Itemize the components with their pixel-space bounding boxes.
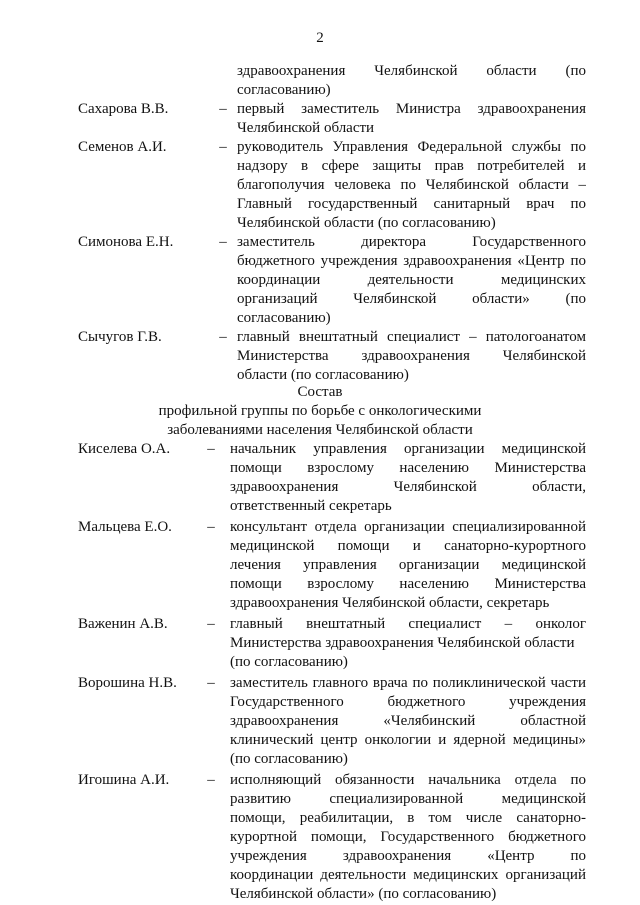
member-role-line: первый заместитель Министра здравоохранения — [237, 101, 586, 117]
member-role-line: помощи, реабилитации, в том числе санаторно- — [230, 810, 586, 826]
member-role-line: координации деятельности медицинских организаций — [230, 867, 586, 883]
member-name: Игошина А.И. — [78, 772, 170, 788]
dash: – — [219, 234, 227, 250]
member-name: Мальцева Е.О. — [78, 519, 172, 535]
dash: – — [207, 675, 215, 691]
member-role-line: здравоохранения Челябинской области, секретарь — [230, 595, 550, 611]
member-role-line: заместитель директора Государственного — [237, 234, 586, 250]
dash: – — [219, 139, 227, 155]
member-name: Семенов А.И. — [78, 139, 167, 155]
member-role-line: помощи взрослому населению Министерства — [230, 460, 586, 476]
member-role-line: лечения управления организации медицинской — [230, 557, 586, 573]
member-name: Сахарова В.В. — [78, 101, 169, 117]
member-role-line: главный внештатный специалист – онколог — [230, 616, 586, 632]
member-role-line: главный внештатный специалист – патологоанатом — [237, 329, 586, 345]
member-role-line: благополучия человека по Челябинской области – — [237, 177, 586, 193]
member-role-line: развитию специализированной медицинской — [230, 791, 586, 807]
member-role-line: учреждения здравоохранения «Центр по — [230, 848, 586, 864]
member-name: Важенин А.В. — [78, 616, 168, 632]
member-role-line: Челябинской области — [237, 120, 375, 136]
member-role-line: бюджетного учреждения здравоохранения «Центр по — [237, 253, 586, 269]
member-role-line: области (по согласованию) — [237, 367, 409, 383]
page-number: 2 — [316, 30, 324, 46]
dash: – — [207, 519, 215, 535]
continuation-line: здравоохранения Челябинской области (по — [237, 63, 586, 79]
member-role-line: согласованию) — [237, 310, 331, 326]
member-role-line: (по согласованию) — [230, 751, 348, 767]
member-role-line: координации деятельности медицинских — [237, 272, 586, 288]
dash: – — [207, 772, 215, 788]
member-role-line: здравоохранения «Челябинский областной — [230, 713, 586, 729]
member-role-line: Государственного бюджетного учреждения — [230, 694, 586, 710]
member-name: Симонова Е.Н. — [78, 234, 174, 250]
continuation-line: согласованию) — [237, 82, 331, 98]
heading-title: Состав — [297, 384, 343, 400]
member-role-line: помощи взрослому населению Министерства — [230, 576, 586, 592]
member-role-line: здравоохранения Челябинской области, — [230, 479, 586, 495]
member-role-line: исполняющий обязанности начальника отдела по — [230, 772, 586, 788]
member-role-line: Министерства здравоохранения Челябинской области — [230, 635, 575, 651]
dash: – — [207, 616, 215, 632]
dash: – — [219, 101, 227, 117]
member-name: Ворошина Н.В. — [78, 675, 177, 691]
dash: – — [207, 441, 215, 457]
member-role-line: Челябинской области (по согласованию) — [237, 215, 496, 231]
heading-subtitle: профильной группы по борьбе с онкологическими — [158, 403, 482, 419]
heading-subtitle: заболеваниями населения Челябинской области — [167, 422, 473, 438]
member-role-line: консультант отдела организации специализированной — [230, 519, 586, 535]
member-role-line: курортной помощи, Государственного бюджетного — [230, 829, 586, 845]
member-role-line: надзору в сфере защиты прав потребителей и — [237, 158, 586, 174]
member-role-line: организаций Челябинской области» (по — [237, 291, 586, 307]
member-role-line: клинический центр онкологии и ядерной медицины» — [230, 732, 586, 748]
member-role-line: Челябинской области» (по согласованию) — [230, 886, 497, 902]
member-role-line: руководитель Управления Федеральной службы по — [237, 139, 586, 155]
member-role-line: медицинской помощи и санаторно-курортного — [230, 538, 586, 554]
member-role-line: Главный государственный санитарный врач по — [237, 196, 586, 212]
member-role-line: заместитель главного врача по поликлинической части — [230, 675, 586, 691]
member-name: Киселева О.А. — [78, 441, 171, 457]
member-role-line: ответственный секретарь — [230, 498, 392, 514]
member-name: Сычугов Г.В. — [78, 329, 162, 345]
member-role-line: начальник управления организации медицинской — [230, 441, 586, 457]
member-role-line: (по согласованию) — [230, 654, 348, 670]
member-role-line: Министерства здравоохранения Челябинской — [237, 348, 586, 364]
dash: – — [219, 329, 227, 345]
